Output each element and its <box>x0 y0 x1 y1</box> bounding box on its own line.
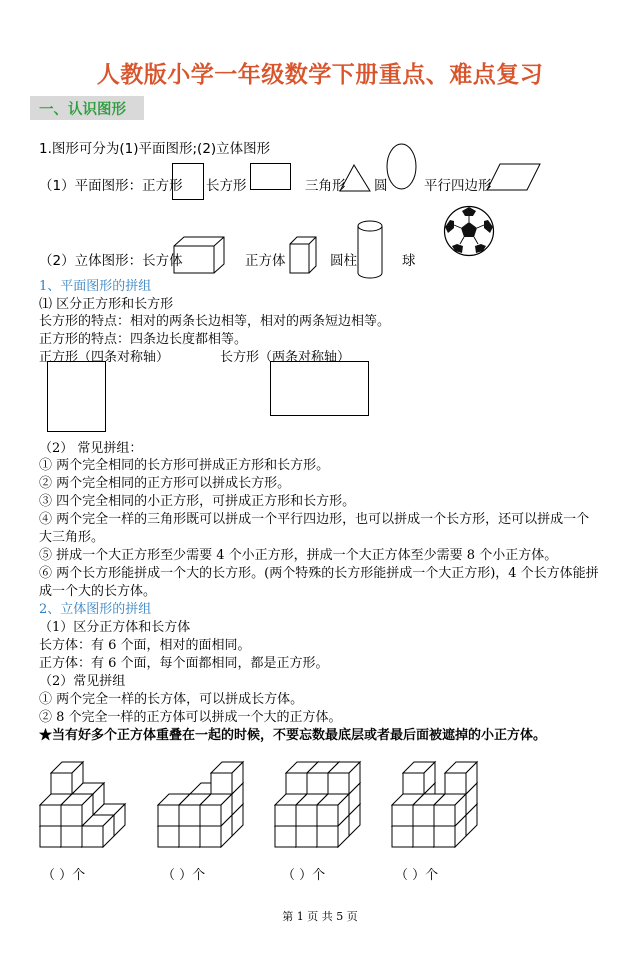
star-note: ★当有好多个正方体重叠在一起的时候，不要忘数最底层或者最后面被遮掉的小正方体。 <box>39 728 547 743</box>
cube-label: 正方体 <box>245 253 286 269</box>
answer-blank: （ ）个 <box>395 868 439 883</box>
list-item: ⑥ 两个长方形能拼成一个大的长方形。(两个特殊的长方形能拼成一个大正方形)，4 个长方体能拼 <box>39 566 599 581</box>
list-item: 成一个大的长方体。 <box>39 584 157 599</box>
rect-feature: 长方形的特点：相对的两条长边相等，相对的两条短边相等。 <box>39 314 391 329</box>
page-footer: 第 1 页 共 5 页 <box>282 910 358 923</box>
parallelogram-label: 平行四边形 <box>424 178 492 194</box>
sub1-p2: （2） 常见拼组： <box>39 441 143 456</box>
list-item: ④ 两个完全一样的三角形既可以拼成一个平行四边形，也可以拼成一个长方形，还可以拼成一个 <box>39 512 590 527</box>
sub1-p1: ⑴ 区分正方形和长方形 <box>39 297 174 312</box>
triangle-label: 三角形 <box>305 178 346 194</box>
sub2-p2: （2）常见拼组 <box>39 674 126 689</box>
rect-axis-label: 长方形（两条对称轴） <box>220 350 351 365</box>
list-item: ① 两个完全一样的长方体，可以拼成长方体。 <box>39 692 304 707</box>
cuboid-feature: 长方体：有 6 个面，相对的面相同。 <box>39 638 251 653</box>
section-heading: 一、认识图形 <box>39 102 126 118</box>
answer-blank: （ ）个 <box>162 868 206 883</box>
list-item: ③ 四个完全相同的小正方形，可拼成正方形和长方形。 <box>39 494 356 509</box>
square-feature: 正方形的特点：四条边长度都相等。 <box>39 332 248 347</box>
square-axis-label: 正方形（四条对称轴） <box>39 350 170 365</box>
list-item: ① 两个完全相同的长方形可拼成正方形和长方形。 <box>39 458 330 473</box>
answer-blank: （ ）个 <box>282 868 326 883</box>
sub1-heading: 1、平面图形的拼组 <box>39 279 152 294</box>
intro-text: 1.图形可分为(1)平面图形;(2)立体图形 <box>39 141 271 157</box>
solid-lead: （2）立体图形：长方体 <box>39 253 183 269</box>
cube-feature: 正方体：有 6 个面，每个面都相同，都是正方形。 <box>39 656 329 671</box>
sub2-heading: 2、立体图形的拼组 <box>39 602 152 617</box>
plane-lead: （1）平面图形：正方形 <box>39 178 183 194</box>
ball-label: 球 <box>402 253 416 269</box>
cylinder-label: 圆柱 <box>330 253 357 269</box>
list-item: ⑤ 拼成一个大正方形至少需要 4 个小正方形，拼成一个大正方体至少需要 8 个小正方体。 <box>39 548 558 563</box>
circle-label: 圆 <box>374 178 388 194</box>
sub2-p1: （1）区分正方体和长方体 <box>39 620 191 635</box>
list-item: 大三角形。 <box>39 530 105 545</box>
page-title: 人教版小学一年级数学下册重点、难点复习 <box>96 62 544 88</box>
rect-label: 长方形 <box>206 178 247 194</box>
answer-blank: （ ）个 <box>42 868 86 883</box>
list-item: ② 两个完全相同的正方形可以拼成长方形。 <box>39 476 291 491</box>
list-item: ② 8 个完全一样的正方体可以拼成一个大的正方体。 <box>39 710 342 725</box>
